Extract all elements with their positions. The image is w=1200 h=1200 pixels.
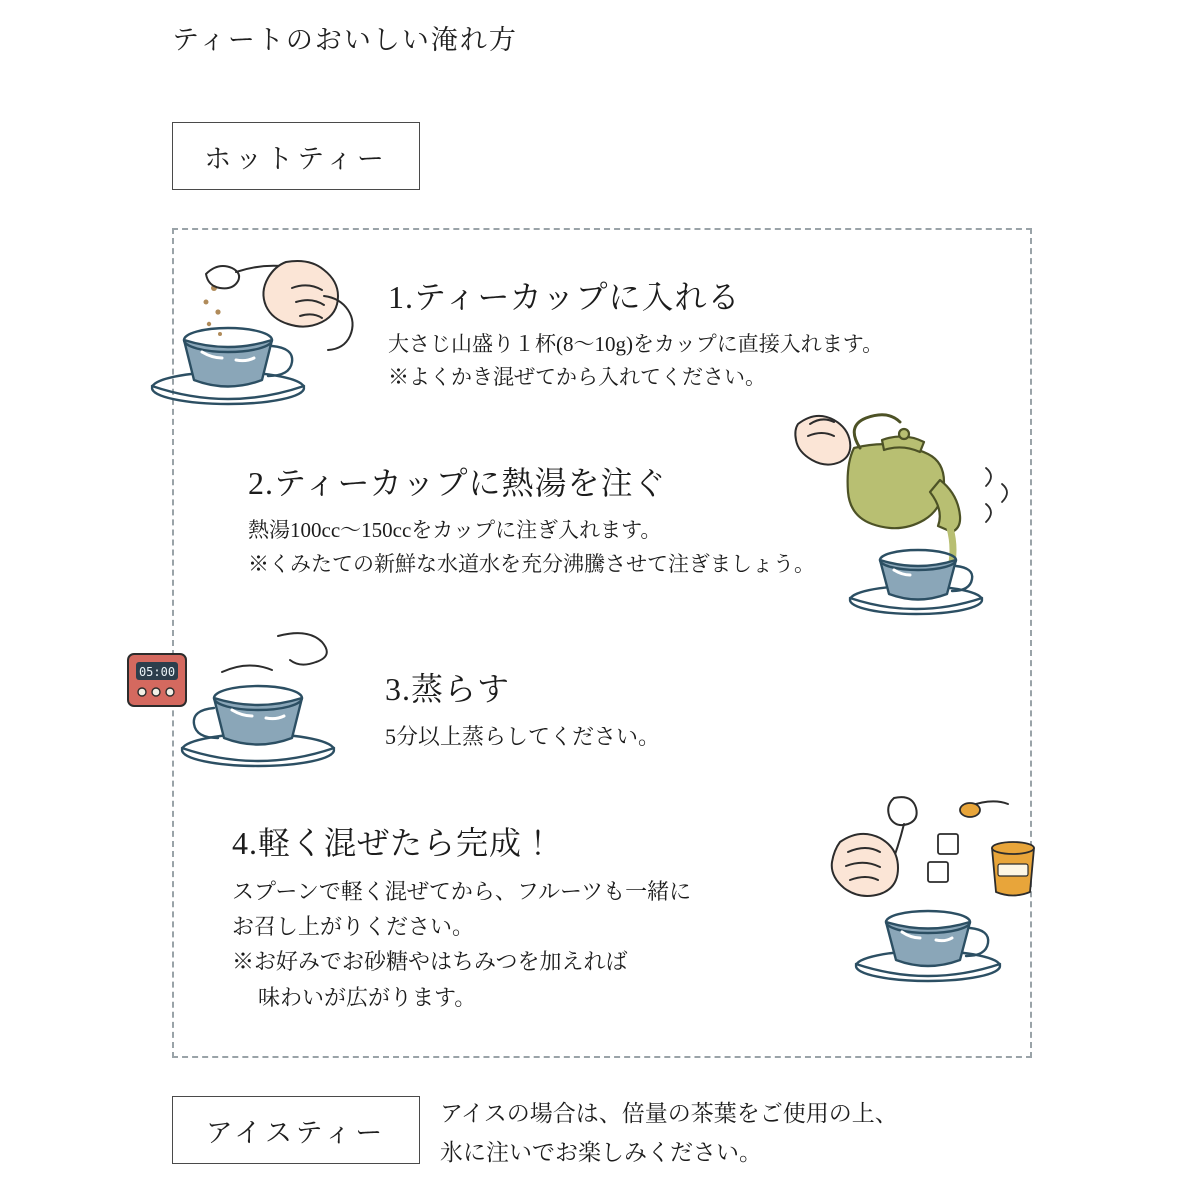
svg-text:05:00: 05:00 xyxy=(138,665,176,679)
hand-spoon-teacup-illustration xyxy=(110,236,380,416)
step-4 xyxy=(232,818,691,1015)
hand-kettle-pouring-illustration xyxy=(790,402,1040,622)
step-3-line-1: 5分以上蒸らしてください。 xyxy=(385,724,661,749)
timer-teacup-illustration xyxy=(118,624,378,784)
iced-tea-note-line-1: アイスの場合は、倍量の茶葉をご使用の上、 xyxy=(440,1101,898,1126)
step-2-line-2: ※くみたての新鮮な水道水を充分沸騰させて注ぎましょう。 xyxy=(248,551,815,576)
step-1-line-1: 大さじ山盛り１杯(8〜10g)をカップに直接入れます。 xyxy=(388,332,884,356)
step-1 xyxy=(388,272,883,393)
section-label-hot-tea xyxy=(172,122,420,190)
step-2-title: 2.ティーカップに熱湯を注ぐ xyxy=(248,465,667,501)
step-4-title: 4.軽く混ぜたら完成！ xyxy=(232,825,556,861)
step-3-title: 3.蒸らす xyxy=(385,671,511,707)
section-label-iced-tea-text: アイスティー xyxy=(205,1117,387,1148)
step-1-line-2: ※よくかき混ぜてから入れてください。 xyxy=(388,364,766,389)
step-3 xyxy=(385,664,660,754)
step-4-line-4: 味わいが広がります。 xyxy=(258,984,477,1010)
iced-tea-note xyxy=(440,1094,898,1172)
iced-tea-note-line-2: 氷に注いでお楽しみください。 xyxy=(440,1140,762,1166)
step-1-title: 1.ティーカップに入れる xyxy=(388,279,741,315)
step-4-line-2: お召し上がりください。 xyxy=(232,914,475,940)
section-label-iced-tea xyxy=(172,1096,420,1164)
page-title: ティートのおいしい淹れ方 xyxy=(172,25,518,55)
step-2-line-1: 熱湯100cc〜150ccをカップに注ぎ入れます。 xyxy=(248,518,662,542)
hand-spoon-sugar-honey-teacup-illustration xyxy=(820,790,1060,1000)
step-4-line-1: スプーンで軽く混ぜてから、フルーツも一緒に xyxy=(232,879,692,904)
step-2 xyxy=(248,458,815,581)
step-4-line-3: ※お好みでお砂糖やはちみつを加えれば xyxy=(232,949,628,975)
section-label-hot-tea-text: ホットティー xyxy=(204,143,388,174)
